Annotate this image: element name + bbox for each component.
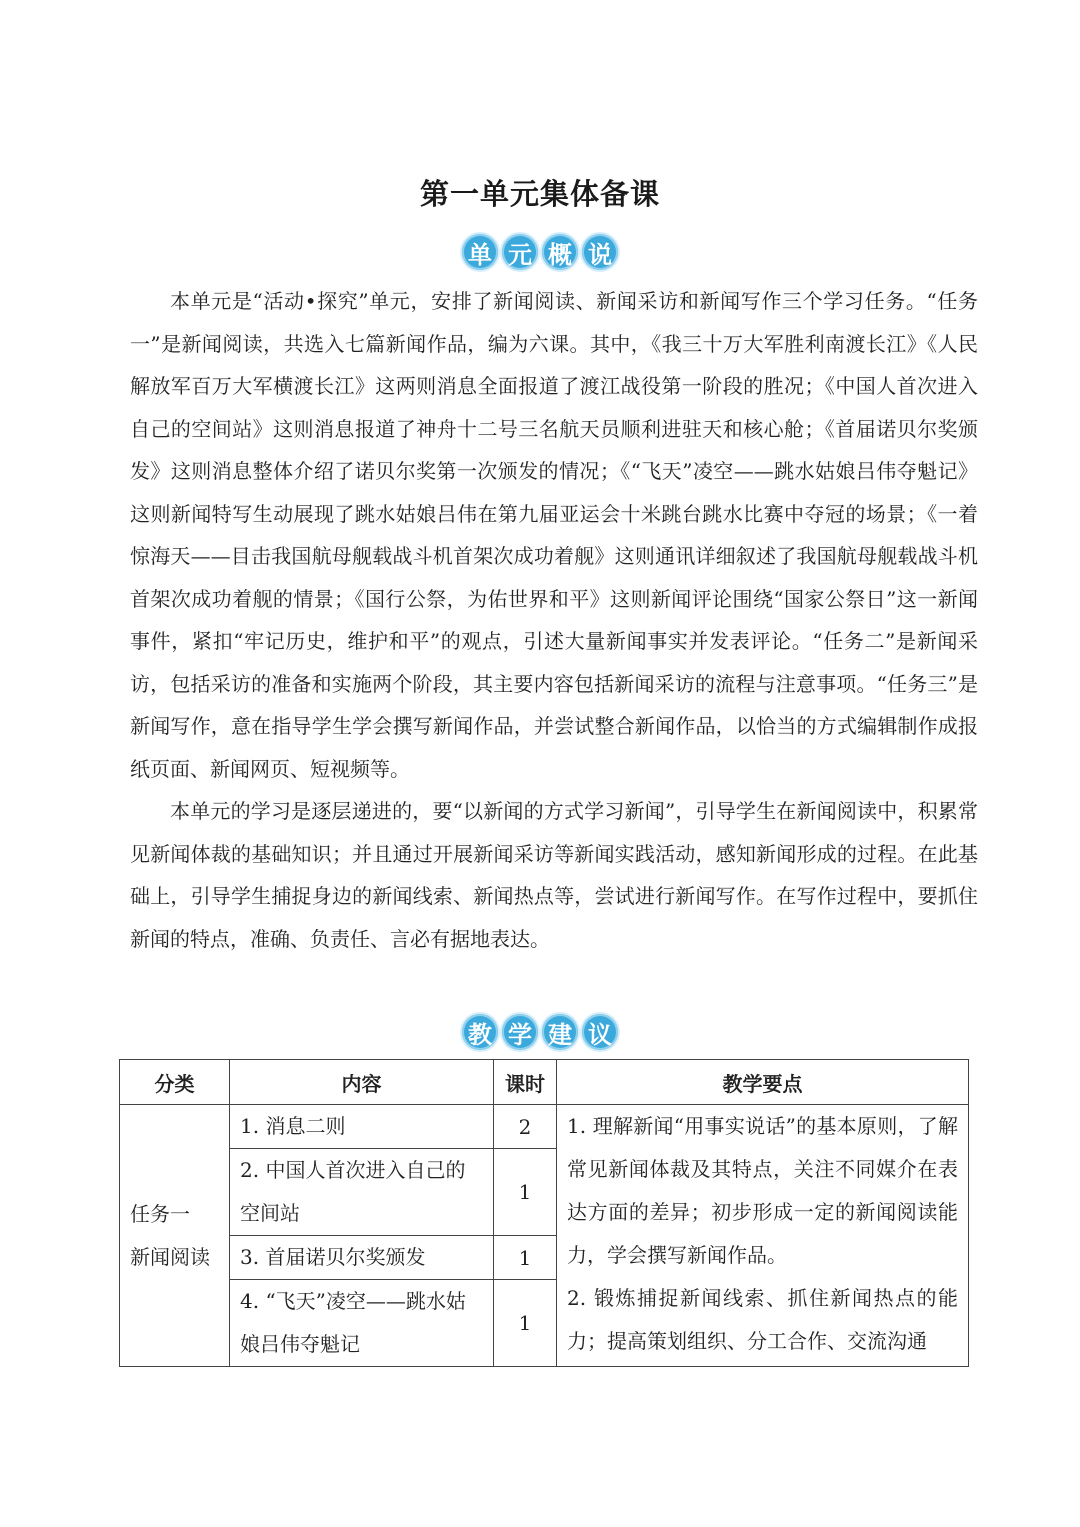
heading-char: 建	[542, 1014, 578, 1050]
heading-char: 元	[502, 234, 538, 270]
category-name: 新闻阅读	[130, 1244, 210, 1269]
heading-char: 概	[542, 234, 578, 270]
key-point: 1. 理解新闻“用事实说话”的基本原则，了解常见新闻体裁及其特点，关注不同媒介在表达方面的差异；初步形成一定的新闻阅读能力，学会撰写新闻作品。	[567, 1114, 958, 1267]
hours-cell: 1	[494, 1236, 557, 1280]
content-cell: 2. 中国人首次进入自己的空间站	[230, 1149, 494, 1236]
hours-cell: 1	[494, 1280, 557, 1367]
header-category: 分类	[120, 1060, 230, 1105]
heading-char: 单	[462, 234, 498, 270]
content-cell: 3. 首届诺贝尔奖颁发	[230, 1236, 494, 1280]
hours-cell: 1	[494, 1149, 557, 1236]
overview-body	[130, 280, 978, 960]
category-cell	[120, 1105, 230, 1367]
hours-cell: 2	[494, 1105, 557, 1149]
heading-char: 议	[582, 1014, 618, 1050]
section-heading-suggestions	[0, 1014, 1080, 1050]
heading-char: 教	[462, 1014, 498, 1050]
header-content: 内容	[230, 1060, 494, 1105]
page-title: 第一单元集体备课	[419, 177, 660, 211]
heading-char: 说	[582, 234, 618, 270]
category-task: 任务一	[130, 1201, 190, 1226]
section-heading-overview	[0, 234, 1080, 270]
content-cell: 1. 消息二则	[230, 1105, 494, 1149]
paragraph: 本单元是“活动•探究”单元，安排了新闻阅读、新闻采访和新闻写作三个学习任务。“任务一”是新闻阅读，共选入七篇新闻作品，编为六课。其中，《我三十万大军胜利南渡长江》《人民解放军百万大军横渡长江》这两则消息全面报道了渡江战役第一阶段的胜况；《中国人首次进入自己的空间站》这则消息报道了神舟十二号三名航天员顺利进驻天和核心舱；《首届诺贝尔奖颁发》这则消息整体介绍了诺贝尔奖第一次颁发的情况；《“飞天”凌空——跳水姑娘吕伟夺魁记》这则新闻特写生动展现了跳水姑娘吕伟在第九届亚运会十米跳台跳水比赛中夺冠的场景；《一着惊海天——目击我国航母舰载战斗机首架次成功着舰》这则通讯详细叙述了我国航母舰载战斗机首架次成功着舰的情景；《国行公祭，为佑世界和平》这则新闻评论围绕“国家公祭日”这一新闻事件，紧扣“牢记历史，维护和平”的观点，引述大量新闻事实并发表评论。“任务二”是新闻采访，包括采访的准备和实施两个阶段，其主要内容包括新闻采访的流程与注意事项。“任务三”是新闻写作，意在指导学生学会撰写新闻作品，并尝试整合新闻作品，以恰当的方式编辑制作成报纸页面、新闻网页、短视频等。	[130, 289, 978, 781]
key-point: 2. 锻炼捕捉新闻线索、抓住新闻热点的能力；提高策划组织、分工合作、交流沟通	[567, 1286, 958, 1353]
key-points-cell	[557, 1105, 969, 1367]
header-key-points: 教学要点	[557, 1060, 969, 1105]
heading-char: 学	[502, 1014, 538, 1050]
table-row	[120, 1105, 969, 1149]
paragraph: 本单元的学习是逐层递进的，要“以新闻的方式学习新闻”，引导学生在新闻阅读中，积累常见新闻体裁的基础知识；并且通过开展新闻采访等新闻实践活动，感知新闻形成的过程。在此基础上，引导学生捕捉身边的新闻线索、新闻热点等，尝试进行新闻写作。在写作过程中，要抓住新闻的特点，准确、负责任、言必有据地表达。	[130, 799, 978, 951]
header-hours: 课时	[494, 1060, 557, 1105]
content-cell: 4. “飞天”凌空——跳水姑娘吕伟夺魁记	[230, 1280, 494, 1367]
teaching-plan-table	[119, 1059, 969, 1367]
table-header-row	[120, 1060, 969, 1105]
